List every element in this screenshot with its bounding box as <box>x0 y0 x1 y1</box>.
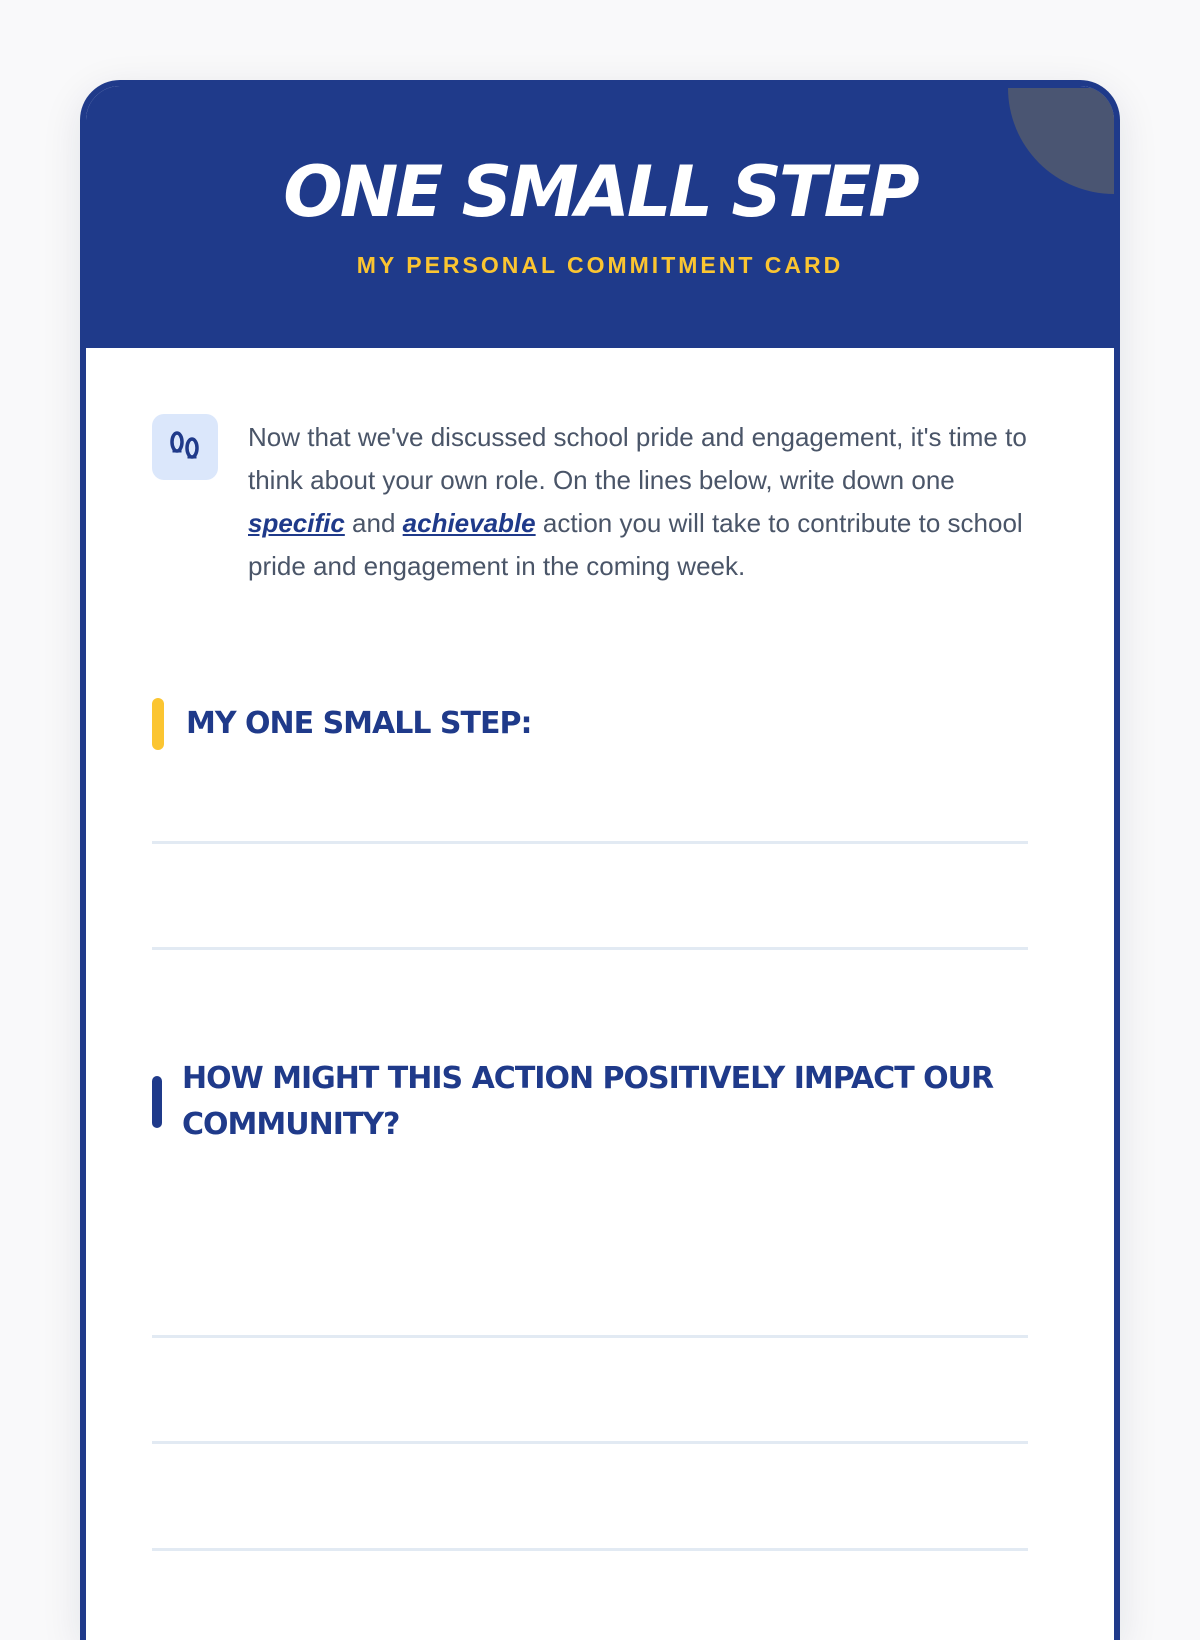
instructions-part-3: action you will take to contribute to school pride and engagement in the coming week. <box>248 508 1023 581</box>
step-section-title: MY ONE SMALL STEP: <box>186 706 532 741</box>
impact-section-heading <box>152 1056 1002 1148</box>
impact-writing-line-3[interactable] <box>152 1548 1028 1551</box>
instructions-part-1: Now that we've discussed school pride and engagement, it's time to think about your own role. On the lines below, write down one <box>248 422 1027 495</box>
step-writing-line-1[interactable] <box>152 841 1028 844</box>
impact-writing-line-1[interactable] <box>152 1335 1028 1338</box>
impact-writing-line-2[interactable] <box>152 1441 1028 1444</box>
card-subtitle: MY PERSONAL COMMITMENT CARD <box>356 252 844 278</box>
footprints-icon <box>152 414 218 480</box>
step-section-heading <box>152 698 531 750</box>
step-writing-line-2[interactable] <box>152 947 1028 950</box>
card-header <box>86 86 1114 348</box>
navy-accent-bar <box>152 1076 162 1128</box>
card-title: ONE SMALL STEP <box>283 151 917 233</box>
commitment-card <box>80 80 1120 1640</box>
emphasis-achievable: achievable <box>402 508 536 538</box>
instructions-part-2: and <box>344 508 403 538</box>
instructions-text <box>248 416 1028 588</box>
yellow-accent-bar <box>152 698 164 750</box>
emphasis-specific: specific <box>248 508 345 538</box>
impact-section-title: HOW MIGHT THIS ACTION POSITIVELY IMPACT OUR COMMUNITY? <box>182 1061 994 1142</box>
